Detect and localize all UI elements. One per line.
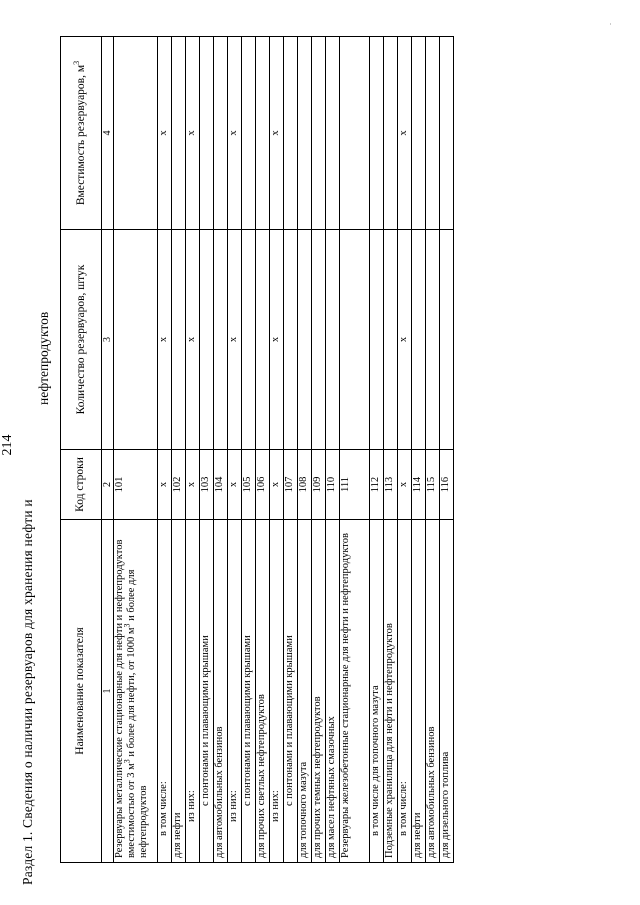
row-name-sup: 3 bbox=[122, 759, 132, 764]
row-count[interactable] bbox=[284, 230, 298, 450]
row-count: х bbox=[398, 230, 412, 450]
row-name: для автомобильных бензинов bbox=[426, 520, 440, 863]
row-name-sup: 3 bbox=[122, 623, 132, 628]
row-count[interactable] bbox=[312, 230, 326, 450]
row-count[interactable] bbox=[256, 230, 270, 450]
header-capacity bbox=[61, 37, 102, 230]
row-capacity[interactable] bbox=[242, 37, 256, 230]
row-name: для масел нефтяных смазочных bbox=[326, 520, 340, 863]
row-name: Резервуары железобетонные стационарные для нефти и нефтепродуктов bbox=[340, 520, 370, 863]
row-code: 104 bbox=[214, 450, 228, 520]
row-name: для прочих светлых нефтепродуктов bbox=[256, 520, 270, 863]
header-code: Код строки bbox=[61, 450, 102, 520]
row-name: с понтонами и плавающими крышами bbox=[284, 520, 298, 863]
header-capacity-sup: 3 bbox=[71, 60, 81, 65]
column-number: 1 bbox=[102, 520, 114, 863]
table-row bbox=[256, 37, 270, 863]
row-name-text: и более для нефти, от 1000 м bbox=[126, 627, 138, 760]
table-row bbox=[298, 37, 312, 863]
row-capacity[interactable] bbox=[312, 37, 326, 230]
table-row bbox=[440, 37, 454, 863]
row-count: х bbox=[186, 230, 200, 450]
table-row bbox=[412, 37, 426, 863]
row-code: 105 bbox=[242, 450, 256, 520]
row-count[interactable] bbox=[172, 230, 186, 450]
row-capacity[interactable] bbox=[440, 37, 454, 230]
row-capacity: х bbox=[398, 37, 412, 230]
table-row bbox=[370, 37, 384, 863]
row-code: 106 bbox=[256, 450, 270, 520]
row-code: 113 bbox=[384, 450, 398, 520]
row-code: 112 bbox=[370, 450, 384, 520]
header-name: Наименование показателя bbox=[61, 520, 102, 863]
row-name-text: и более для нефтепродуктов bbox=[126, 569, 150, 858]
column-number: 3 bbox=[102, 230, 114, 450]
table-row bbox=[340, 37, 370, 863]
table-row bbox=[242, 37, 256, 863]
table-row bbox=[312, 37, 326, 863]
table-row bbox=[326, 37, 340, 863]
row-capacity[interactable] bbox=[384, 37, 398, 230]
row-name-text: Резервуары металлические стационарные для нефти и нефтепродуктов вместимостью от 3 м bbox=[114, 539, 138, 858]
table-row bbox=[114, 37, 158, 863]
row-name: из них: bbox=[270, 520, 284, 863]
row-count[interactable] bbox=[298, 230, 312, 450]
row-code: 102 bbox=[172, 450, 186, 520]
row-name: с понтонами и плавающими крышами bbox=[242, 520, 256, 863]
section-heading: Раздел 1. Сведения о наличии резервуаров для хранения нефти и bbox=[20, 499, 35, 885]
row-count: х bbox=[228, 230, 242, 450]
row-count[interactable] bbox=[242, 230, 256, 450]
row-count[interactable] bbox=[384, 230, 398, 450]
row-capacity[interactable] bbox=[114, 37, 158, 230]
row-code: 114 bbox=[412, 450, 426, 520]
row-code: х bbox=[398, 450, 412, 520]
row-code: 110 bbox=[326, 450, 340, 520]
header-capacity-text: Вместимость резервуаров, м bbox=[74, 64, 87, 206]
row-count[interactable] bbox=[214, 230, 228, 450]
row-count[interactable] bbox=[114, 230, 158, 450]
row-capacity: х bbox=[186, 37, 200, 230]
row-name: с понтонами и плавающими крышами bbox=[200, 520, 214, 863]
table-row bbox=[426, 37, 440, 863]
row-name: из них: bbox=[228, 520, 242, 863]
row-capacity: х bbox=[228, 37, 242, 230]
row-name: для автомобильных бензинов bbox=[214, 520, 228, 863]
row-name: Подземные хранилища для нефти и нефтепродуктов bbox=[384, 520, 398, 863]
row-capacity[interactable] bbox=[256, 37, 270, 230]
row-capacity[interactable] bbox=[340, 37, 370, 230]
column-number: 2 bbox=[102, 450, 114, 520]
reservoirs-table bbox=[60, 36, 454, 863]
row-name: из них: bbox=[186, 520, 200, 863]
row-code: х bbox=[228, 450, 242, 520]
table-row bbox=[186, 37, 200, 863]
row-count[interactable] bbox=[340, 230, 370, 450]
page-number: 214 bbox=[0, 434, 15, 456]
row-code: х bbox=[186, 450, 200, 520]
scan-artifact bbox=[610, 23, 611, 25]
row-name: для топочного мазута bbox=[298, 520, 312, 863]
row-count[interactable] bbox=[370, 230, 384, 450]
row-code: 109 bbox=[312, 450, 326, 520]
row-code: 101 bbox=[114, 450, 158, 520]
row-code: 111 bbox=[340, 450, 370, 520]
row-capacity: х bbox=[158, 37, 172, 230]
row-count[interactable] bbox=[426, 230, 440, 450]
table-row bbox=[384, 37, 398, 863]
row-code: 116 bbox=[440, 450, 454, 520]
row-capacity[interactable] bbox=[412, 37, 426, 230]
row-name: в том числе: bbox=[398, 520, 412, 863]
row-count: х bbox=[158, 230, 172, 450]
row-count[interactable] bbox=[412, 230, 426, 450]
row-code: х bbox=[158, 450, 172, 520]
row-capacity[interactable] bbox=[284, 37, 298, 230]
table-row bbox=[284, 37, 298, 863]
table-row bbox=[398, 37, 412, 863]
row-count[interactable] bbox=[326, 230, 340, 450]
row-capacity[interactable] bbox=[298, 37, 312, 230]
row-code: 108 bbox=[298, 450, 312, 520]
section-heading-continuation: нефтепродуктов bbox=[36, 311, 51, 405]
row-name: в том числе: bbox=[158, 520, 172, 863]
table-row bbox=[270, 37, 284, 863]
row-capacity[interactable] bbox=[200, 37, 214, 230]
row-name: для дизельного топлива bbox=[440, 520, 454, 863]
row-capacity[interactable] bbox=[214, 37, 228, 230]
row-capacity[interactable] bbox=[370, 37, 384, 230]
column-numbers-row bbox=[102, 37, 114, 863]
row-code: 103 bbox=[200, 450, 214, 520]
row-code: х bbox=[270, 450, 284, 520]
header-count: Количество резервуаров, штук bbox=[61, 230, 102, 450]
row-capacity[interactable] bbox=[426, 37, 440, 230]
table-row bbox=[228, 37, 242, 863]
row-name: для прочих темных нефтепродуктов bbox=[312, 520, 326, 863]
header-row bbox=[61, 37, 102, 863]
table-row bbox=[172, 37, 186, 863]
row-capacity[interactable] bbox=[326, 37, 340, 230]
row-capacity: х bbox=[270, 37, 284, 230]
table-row bbox=[214, 37, 228, 863]
row-count[interactable] bbox=[440, 230, 454, 450]
column-number: 4 bbox=[102, 37, 114, 230]
row-name: для нефти bbox=[412, 520, 426, 863]
row-name: в том числе для топочного мазута bbox=[370, 520, 384, 863]
row-name: для нефти bbox=[172, 520, 186, 863]
row-count[interactable] bbox=[200, 230, 214, 450]
table-row bbox=[158, 37, 172, 863]
row-count: х bbox=[270, 230, 284, 450]
row-code: 115 bbox=[426, 450, 440, 520]
row-capacity[interactable] bbox=[172, 37, 186, 230]
row-name bbox=[114, 520, 158, 863]
row-code: 107 bbox=[284, 450, 298, 520]
table-row bbox=[200, 37, 214, 863]
